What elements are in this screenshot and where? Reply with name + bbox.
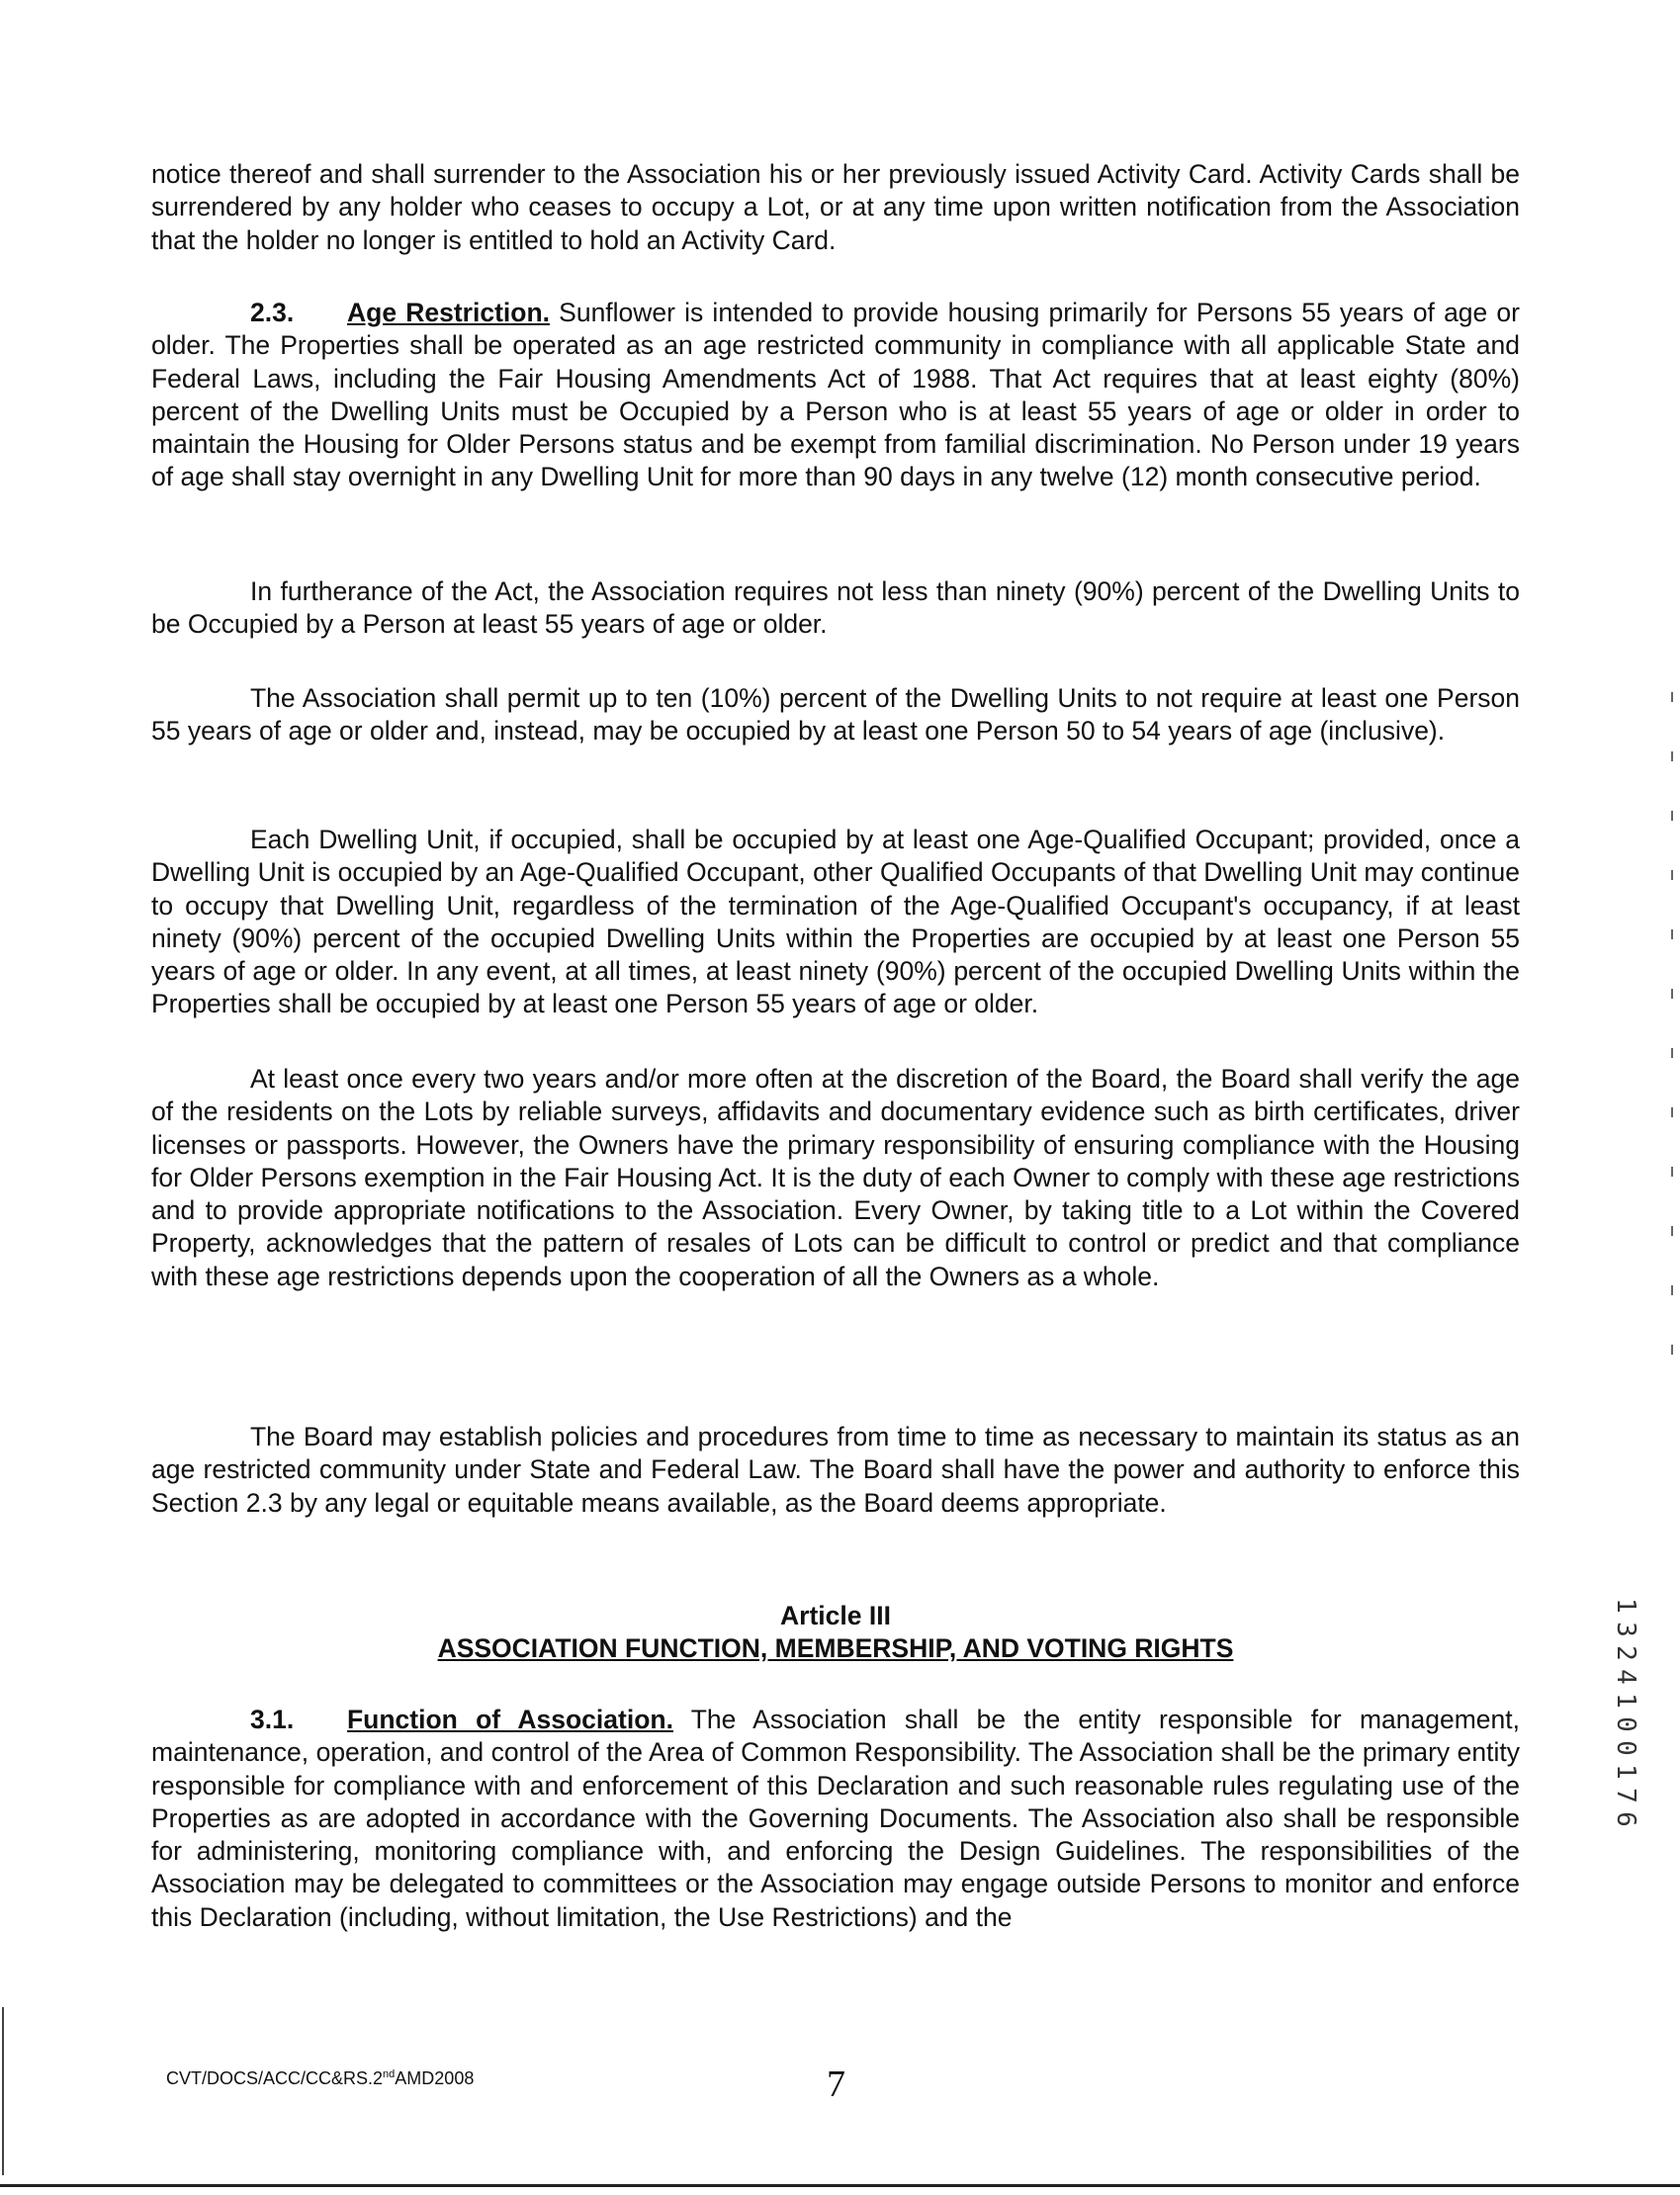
recording-stamp [1612, 1594, 1639, 1831]
paragraph-text: The Association shall permit up to ten (10%) percent of the Dwelling Units to not require at least one Person 55 years of age or older and, instead, may be occupied by at least one Person 50 to 54 years of age (inclusive). [151, 683, 1520, 746]
document-path-part: CVT/DOCS/ACC/CC&RS.2 [166, 2068, 384, 2088]
paragraph-ten-percent [151, 682, 1520, 748]
scan-bottom-rule [0, 2184, 1680, 2187]
article-title: ASSOCIATION FUNCTION, MEMBERSHIP, AND VOTING RIGHTS [437, 1633, 1234, 1663]
paragraph-board-policies [151, 1421, 1520, 1520]
scan-left-edge [2, 2007, 4, 2175]
stamp-char: 6 [1611, 1811, 1640, 1827]
section-2-3-paragraph [151, 297, 1520, 494]
article-label: Article III [780, 1601, 891, 1630]
page-number: 7 [827, 2063, 845, 2105]
paragraph-text: At least once every two years and/or more often at the discretion of the Board, the Board shall verify the age of the residents on the Lots by reliable surveys, affidavits and documentary evidence such as birth certificates, driver licenses or passports. However, the Owners have the primary responsibility of ensuring compliance with the Housing for Older Persons exemption in the Fair Housing Act. It is the duty of each Owner to comply with these age restrictions and to provide appropriate notifications to the Association. Every Owner, by taking title to a Lot within the Covered Property, acknowledges that the pattern of resales of Lots can be difficult to control or predict and that compliance with these age restrictions depends upon the cooperation of all the Owners as a whole. [151, 1064, 1520, 1291]
paragraph-furtherance [151, 575, 1520, 642]
section-heading: Function of Association. [347, 1705, 673, 1734]
stamp-char: 0 [1611, 1740, 1640, 1756]
paragraph-verification [151, 1063, 1520, 1293]
paragraph-activity-card: notice thereof and shall surrender to the Association his or her previously issued Activity Card. Activity Cards shall be surrendered by any holder who ceases to occupy a Lot, or at any time upon written notification from the Association that the holder no longer is entitled to hold an Activity Card. [151, 159, 1520, 255]
stamp-char: 1 [1611, 1598, 1640, 1614]
stamp-char: 0 [1611, 1716, 1640, 1732]
paragraph-dwelling-unit [151, 824, 1520, 1021]
paragraph-text: In furtherance of the Act, the Association requires not less than ninety (90%) percent of the Dwelling Units to be Occupied by a Person at least 55 years of age or older. [151, 576, 1520, 640]
section-3-1-paragraph [151, 1704, 1520, 1934]
section-number: 3.1. [250, 1705, 295, 1734]
stamp-char: 2 [1611, 1645, 1640, 1661]
section-number: 2.3. [250, 298, 295, 327]
section-body: Sunflower is intended to provide housing primarily for Persons 55 years of age or older. The Properties shall be operated as an age restricted community in compliance with all applicable State and Federal Laws, including the Fair Housing Amendments Act of 1988. That Act requires that at least eighty (80%) percent of the Dwelling Units must be Occupied by a Person who is at least 55 years of age or older in order to maintain the Housing for Older Persons status and be exempt from familial discrimination. No Person under 19 years of age shall stay overnight in any Dwelling Unit for more than 90 days in any twelve (12) month consecutive period. [151, 298, 1520, 492]
stamp-char: 3 [1611, 1622, 1640, 1637]
section-heading: Age Restriction. [347, 298, 550, 327]
section-2-3 [151, 297, 1520, 494]
stamp-char: 7 [1611, 1788, 1640, 1803]
paragraph-text: Each Dwelling Unit, if occupied, shall be occupied by at least one Age-Qualified Occupant; provided, once a Dwelling Unit is occupied by an Age-Qualified Occupant, other Qualified Occupants of that Dwelling Unit may continue to occupy that Dwelling Unit, regardless of the termination of the Age-Qualified Occupant's occupancy, if at least ninety (90%) percent of the occupied Dwelling Units within the Properties are occupied by at least one Person 55 years of age or older. In any event, at all times, at least ninety (90%) percent of the occupied Dwelling Units within the Properties shall be occupied by at least one Person 55 years of age or older. [151, 825, 1520, 1019]
section-body: The Association shall be the entity responsible for management, maintenance, operation, and control of the Area of Common Responsibility. The Association shall be the primary entity responsible for compliance with and enforcement of this Declaration and such reasonable rules regulating use of the Properties as are adopted in accordance with the Governing Documents. The Association also shall be responsible for administering, monitoring compliance with, and enforcing the Design Guidelines. The responsibilities of the Association may be delegated to committees or the Association may engage outside Persons to monitor and enforce this Declaration (including, without limitation, the Use Restrictions) and the [151, 1705, 1520, 1932]
stamp-char: 4 [1611, 1669, 1640, 1685]
document-path-superscript: nd [383, 2068, 396, 2080]
scan-edge-marks [1671, 692, 1673, 1384]
section-3-1 [151, 1704, 1520, 1934]
article-heading [151, 1600, 1520, 1665]
stamp-char: 1 [1611, 1764, 1640, 1780]
continuation-paragraph [151, 158, 1520, 257]
paragraph-text: The Board may establish policies and procedures from time to time as necessary to maintain its status as an age restricted community under State and Federal Law. The Board shall have the power and authority to enforce this Section 2.3 by any legal or equitable means available, as the Board deems appropriate. [151, 1422, 1520, 1518]
stamp-char: 1 [1611, 1693, 1640, 1709]
document-path-part: AMD2008 [395, 2068, 475, 2088]
document-path [166, 2068, 474, 2089]
